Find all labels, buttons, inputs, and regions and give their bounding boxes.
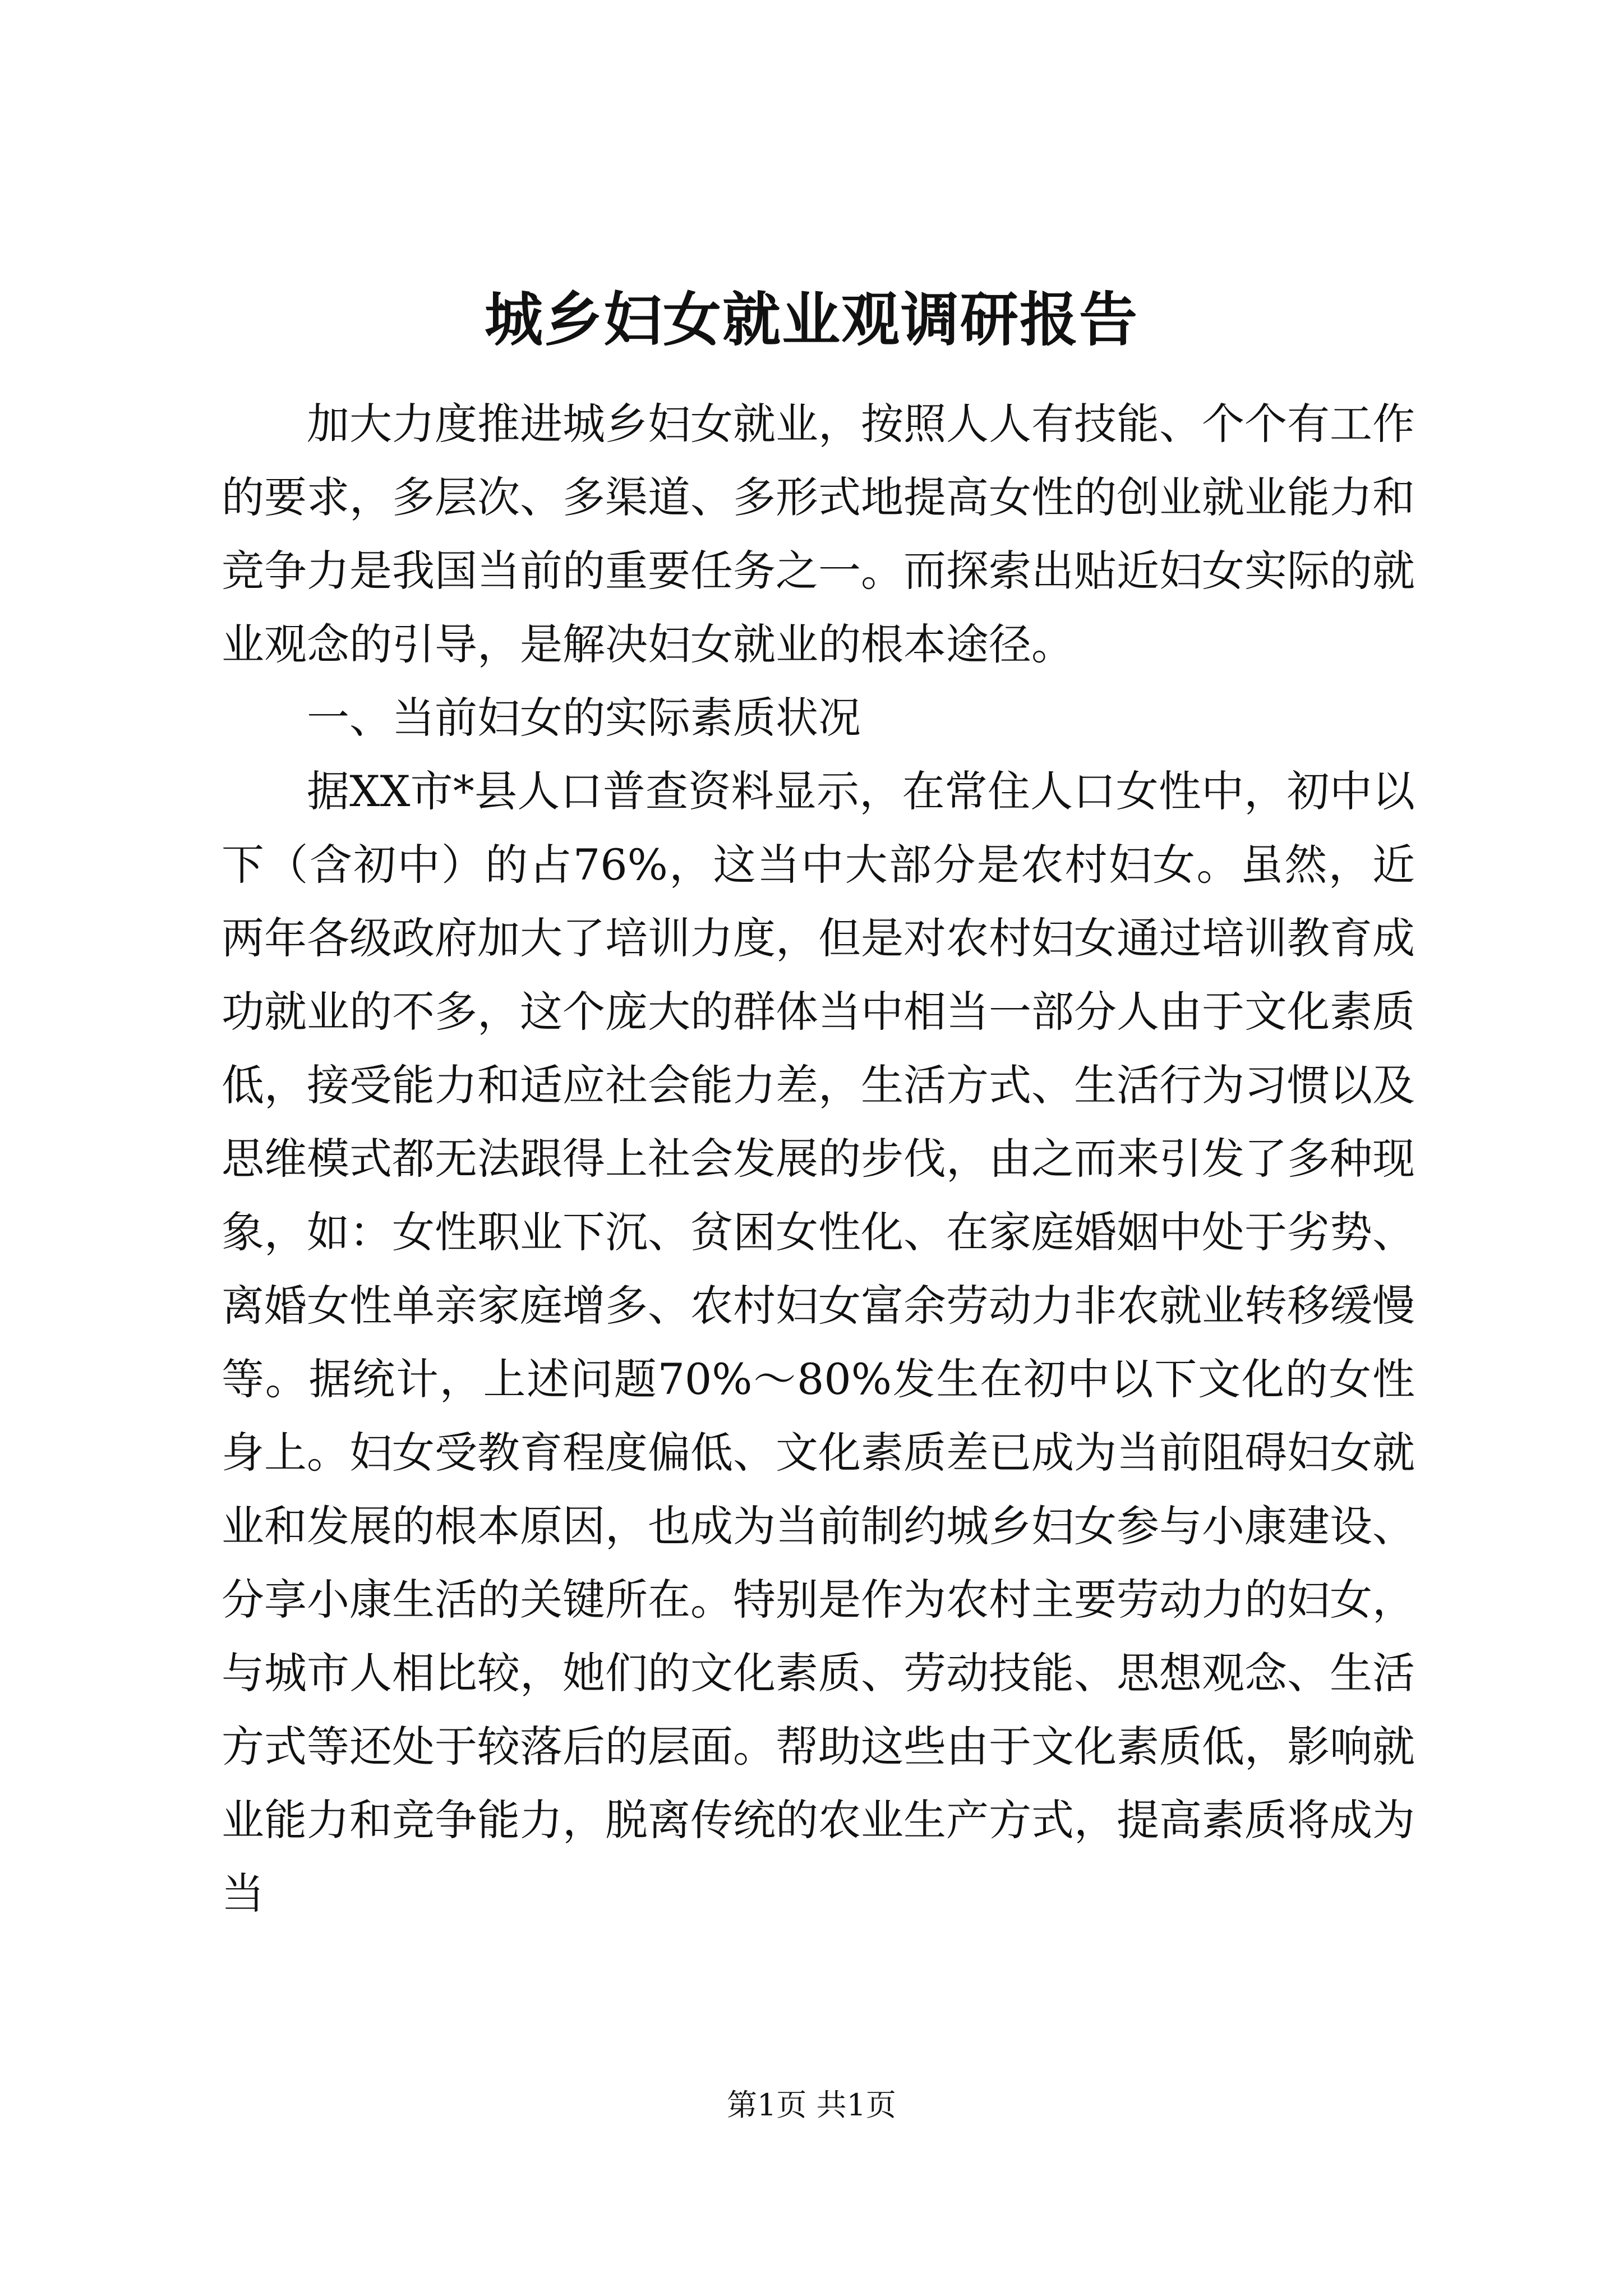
document-title: 城乡妇女就业观调研报告 <box>484 285 1138 354</box>
body-paragraph: 据XX市*县人口普查资料显示，在常住人口女性中，初中以下（含初中）的占76%，这当中大部分是农村妇女。虽然，近两年各级政府加大了培训力度，但是对农村妇女通过培训教育成功就业的不多，这个庞大的群体当中相当一部分人由于文化素质低，接受能力和适应社会能力差，生活方式、生活行为习惯以及思维模式都无法跟得上社会发展的步伐，由之而来引发了多种现象，如：女性职业下沉、贫困女性化、在家庭婚姻中处于劣势、离婚女性单亲家庭增多、农村妇女富余劳动力非农就业转移缓慢等。据统计，上述问题70%～80%发生在初中以下文化的女性身上。妇女受教育程度偏低、文化素质差已成为当前阻碍妇女就业和发展的根本原因，也成为当前制约城乡妇女参与小康建设、分享小康生活的关键所在。特别是作为农村主要劳动力的妇女，与城市人相比较，她们的文化素质、劳动技能、思想观念、生活方式等还处于较落后的层面。帮助这些由于文化素质低，影响就业能力和竞争能力，脱离传统的农业生产方式，提高素质将成为当 <box>222 766 1415 1918</box>
page-footer: 第1页 共1页 <box>727 2087 896 2123</box>
intro-paragraph: 加大力度推进城乡妇女就业，按照人人有技能、个个有工作的要求，多层次、多渠道、多形式地提高女性的创业就业能力和竞争力是我国当前的重要任务之一。而探索出贴近妇女实际的就业观念的引导，是解决妇女就业的根本途径。 <box>222 399 1415 669</box>
section-heading: 一、当前妇女的实际素质状况 <box>307 693 861 743</box>
document-body <box>222 387 1415 1930</box>
